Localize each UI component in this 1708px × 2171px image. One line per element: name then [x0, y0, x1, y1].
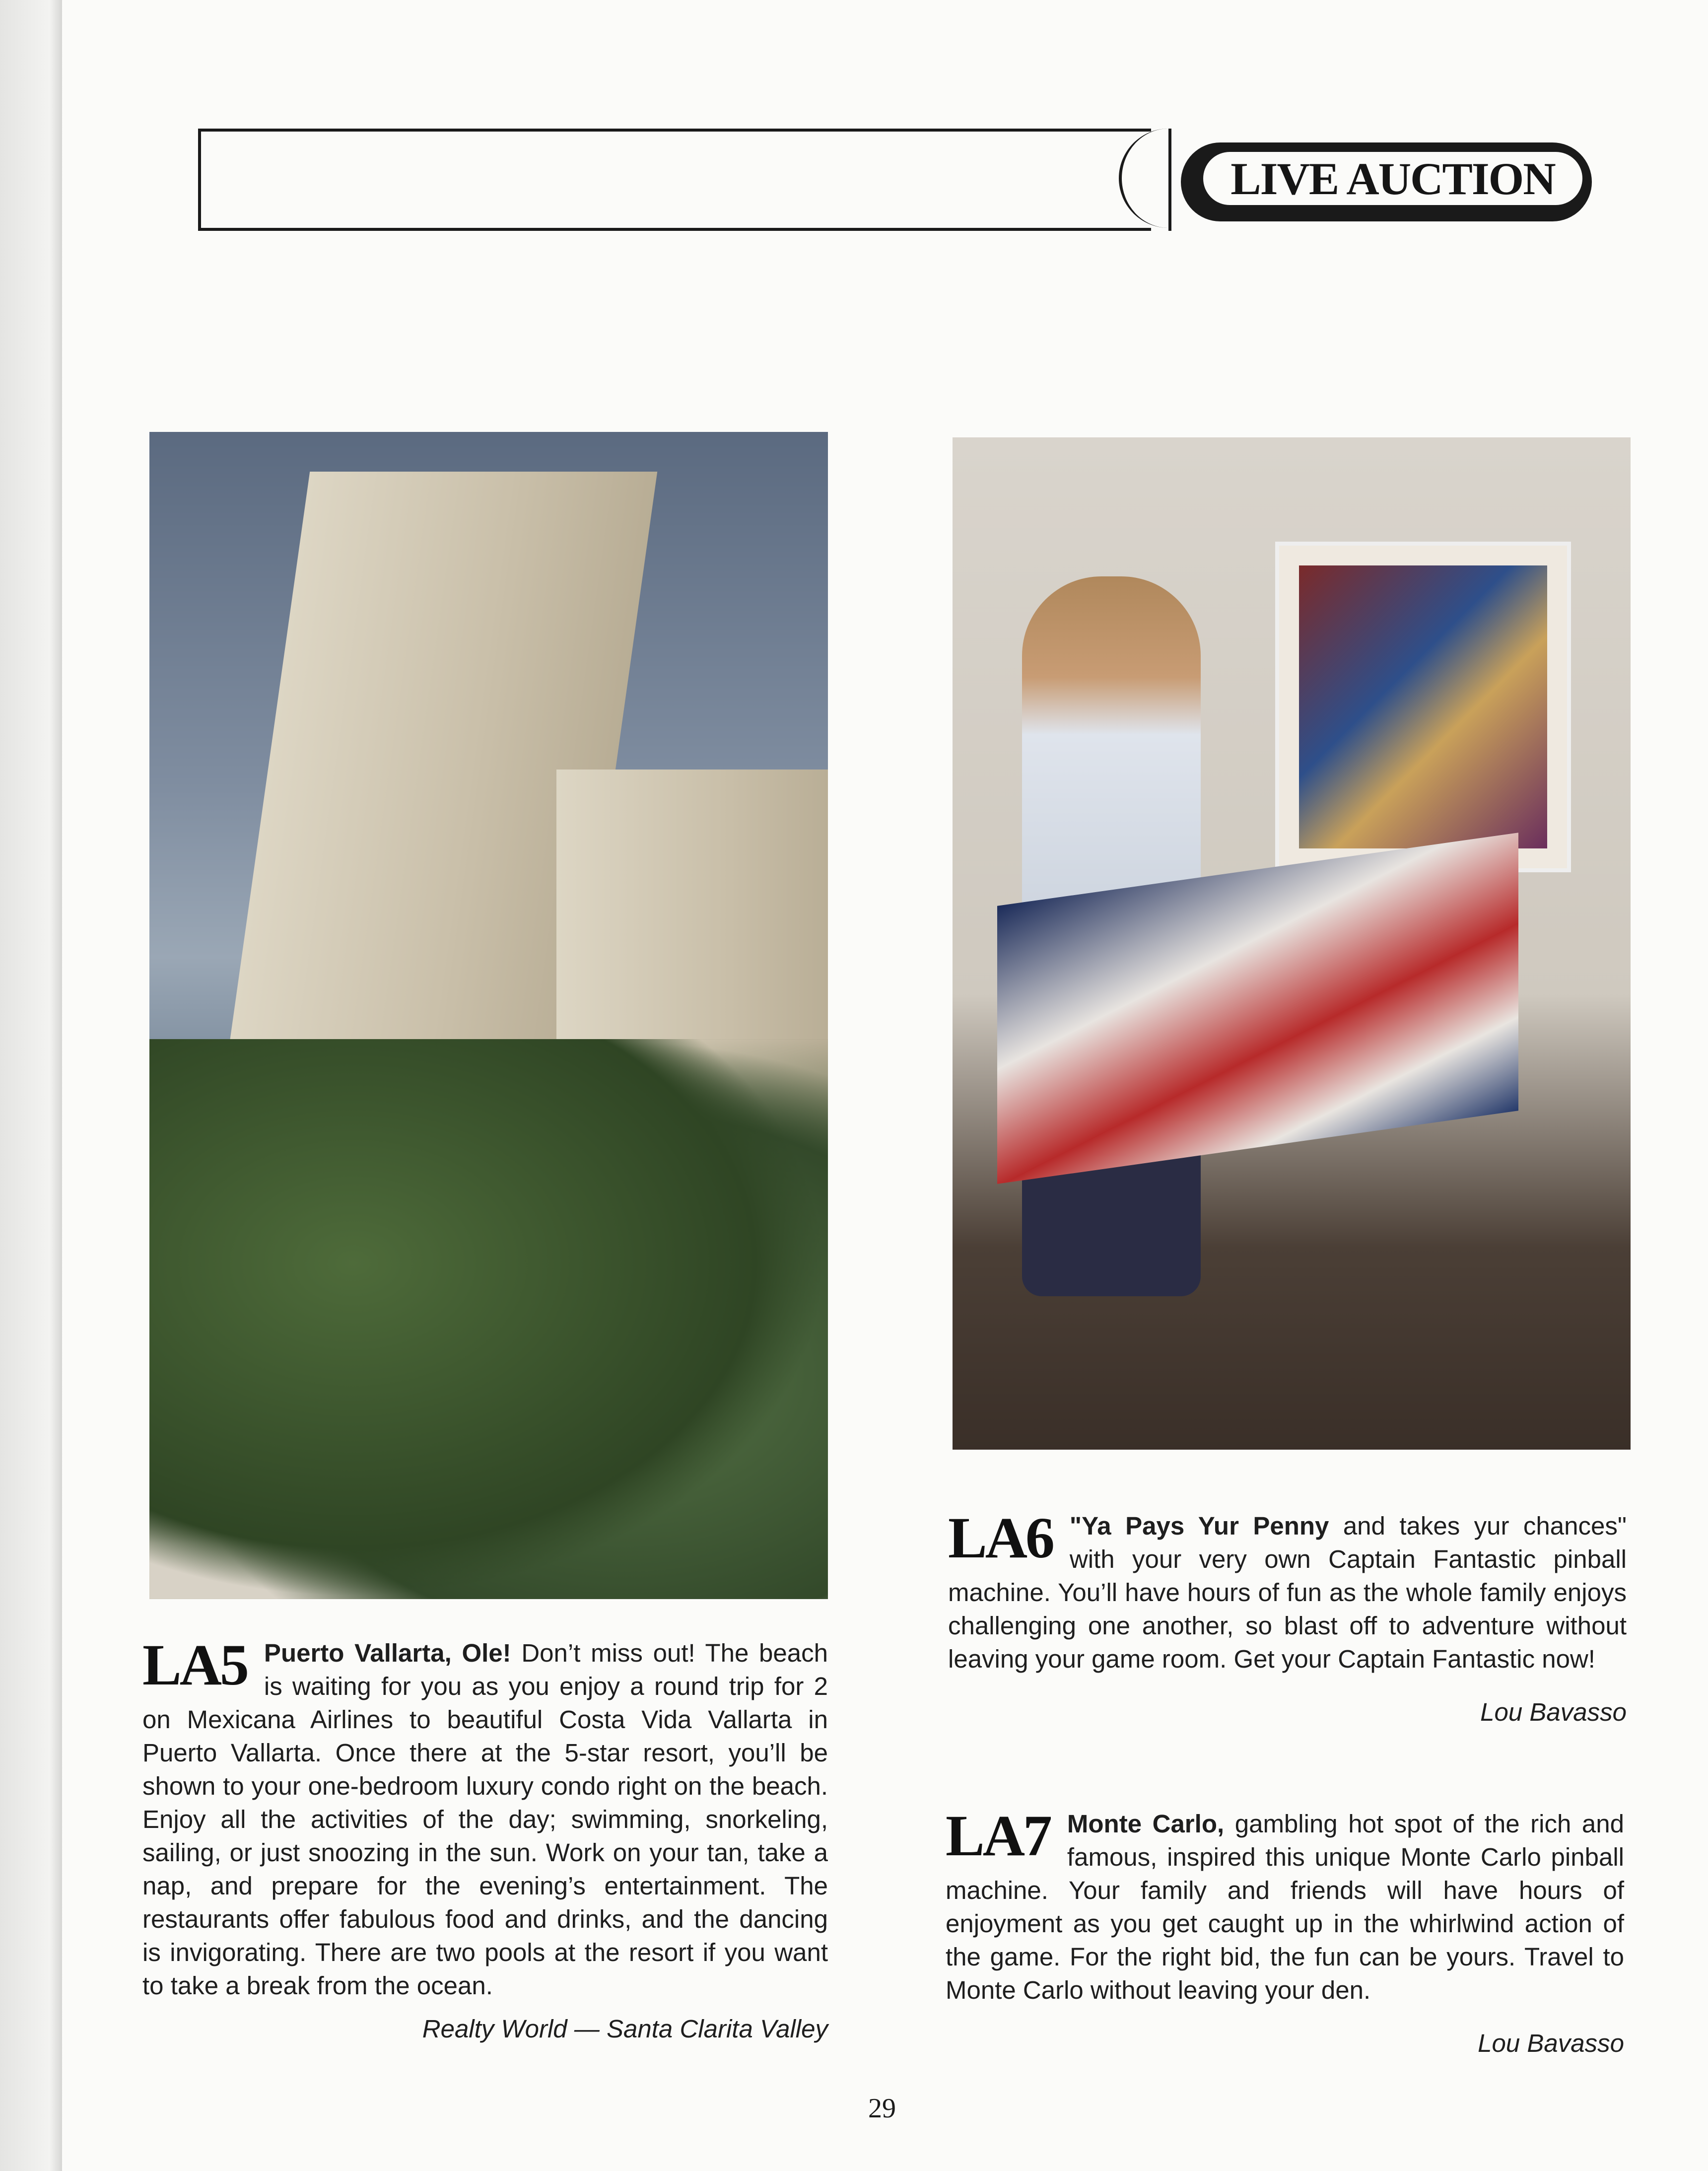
lot-title: Monte Carlo, — [1067, 1810, 1225, 1838]
header-frame — [198, 129, 1151, 231]
section-label: LIVE AUCTION — [1201, 149, 1585, 208]
photo-resort-building — [149, 432, 828, 1599]
lot-number: LA6 — [948, 1505, 1053, 1570]
lot-la7 — [946, 1803, 1624, 2060]
lot-donor: Lou Bavasso — [1480, 1698, 1627, 1726]
photo-pinball-machine — [953, 437, 1631, 1450]
lot-title: "Ya Pays Yur Penny — [1069, 1512, 1329, 1540]
lot-la6 — [948, 1505, 1627, 1729]
header-frame-curve — [1112, 129, 1171, 231]
lot-number: LA5 — [142, 1632, 247, 1697]
lot-description: and takes yur chances" with your very own Captain Fantastic pinball machine. You’ll have hours of fun as the whole family enjoys challenging one another, so blast off to adventure without leaving your game room. Get your Captain Fantastic now! — [948, 1512, 1627, 1673]
lot-title: Puerto Vallarta, Ole! — [264, 1639, 511, 1667]
page-spine-shadow — [0, 0, 62, 2171]
lot-description: Don’t miss out! The beach is waiting for you as you enjoy a round trip for 2 on Mexicana Airlines to beautiful Costa Vida Vallarta in Puerto Vallarta. Once there at the 5-star resort, you’ll be shown to your one-bedroom luxury condo right on the beach. Enjoy all the activities of the day; swimming, snorkeling, sailing, or just snoozing in the sun. Work on your tan, take a nap, and prepare for the evening’s entertainment. The restaurants offer fabulous food and drinks, and the dancing is invigorating. There are two pools at the resort if you want to take a break from the ocean. — [142, 1639, 828, 2000]
lot-number: LA7 — [946, 1803, 1050, 1868]
lot-donor: Lou Bavasso — [1478, 2029, 1624, 2057]
lot-la5 — [142, 1632, 828, 2045]
lot-description: gambling hot spot of the rich and famous, inspired this unique Monte Carlo pinball machine. Your family and friends will have hours of enjoyment as you get caught up in the whirlwind action of the game. For the right bid, the fun can be yours. Travel to Monte Carlo without leaving your den. — [946, 1810, 1624, 2004]
section-badge — [1181, 142, 1592, 221]
page-number: 29 — [868, 2093, 896, 2124]
lot-donor: Realty World — Santa Clarita Valley — [422, 2015, 828, 2043]
